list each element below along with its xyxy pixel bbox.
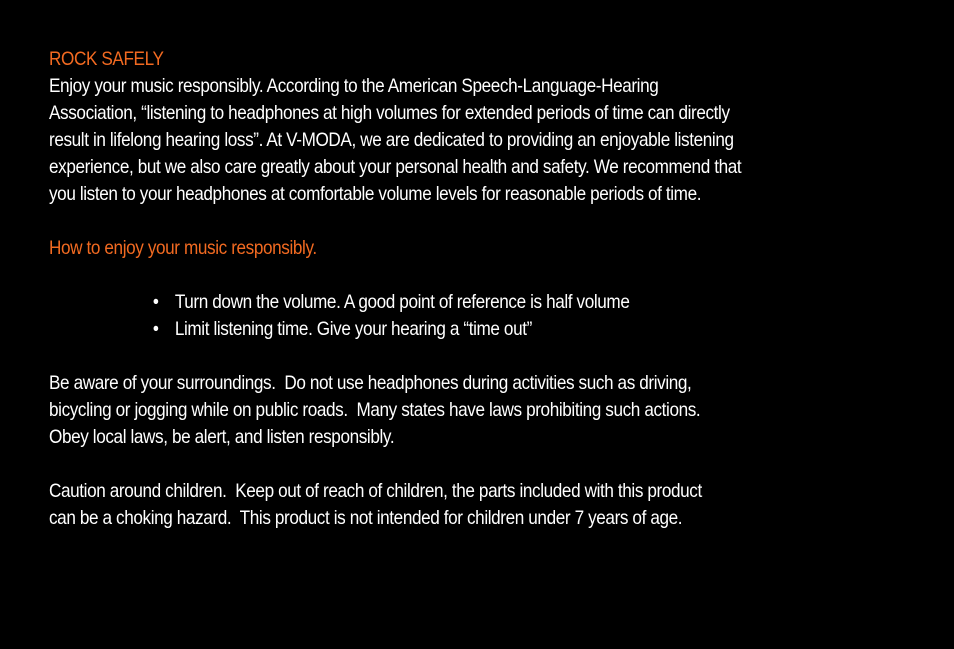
section-heading: ROCK SAFELY [49, 48, 164, 70]
bullet-icon: • [152, 318, 159, 340]
intro-line: you listen to your headphones at comfortable volume levels for reasonable periods of time. [49, 183, 702, 205]
list-item [49, 289, 806, 316]
surroundings-text: Do not use headphones during activities such as driving, [275, 372, 692, 394]
spacer [49, 262, 909, 289]
paragraph-line [49, 370, 806, 397]
subheading: How to enjoy your music responsibly. [49, 237, 317, 259]
children-text: Keep out of reach of children, the parts included with this product [226, 480, 702, 502]
intro-line: Enjoy your music responsibly. According to the American Speech-Language-Hearing [49, 75, 659, 97]
spacer [49, 208, 909, 235]
list-item-text: Limit listening time. Give your hearing a “time out” [174, 318, 532, 340]
list-item [49, 316, 806, 343]
paragraph-line: bicycling or jogging while on public roads. Many states have laws prohibiting such actions. [49, 399, 701, 421]
children-paragraph [49, 478, 909, 532]
surroundings-lead: Be aware of your surroundings. [49, 372, 276, 394]
paragraph-line: Obey local laws, be alert, and listen responsibly. [49, 426, 395, 448]
intro-line: result in lifelong hearing loss”. At V-MODA, we are dedicated to providing an enjoyable listening [49, 129, 734, 151]
intro-line: Association, “listening to headphones at high volumes for extended periods of time can directly [49, 102, 730, 124]
intro-paragraph [49, 73, 909, 208]
safety-page [49, 46, 909, 532]
paragraph-line [49, 478, 806, 505]
list-item-text: Turn down the volume. A good point of reference is half volume [174, 291, 630, 313]
tips-list [49, 289, 909, 343]
spacer [49, 343, 909, 370]
paragraph-line: can be a choking hazard. This product is not intended for children under 7 years of age. [49, 507, 683, 529]
children-lead: Caution around children. [49, 480, 227, 502]
bullet-icon: • [152, 291, 159, 313]
intro-line: experience, but we also care greatly about your personal health and safety. We recommend that [49, 156, 742, 178]
surroundings-paragraph [49, 370, 909, 451]
spacer [49, 451, 909, 478]
